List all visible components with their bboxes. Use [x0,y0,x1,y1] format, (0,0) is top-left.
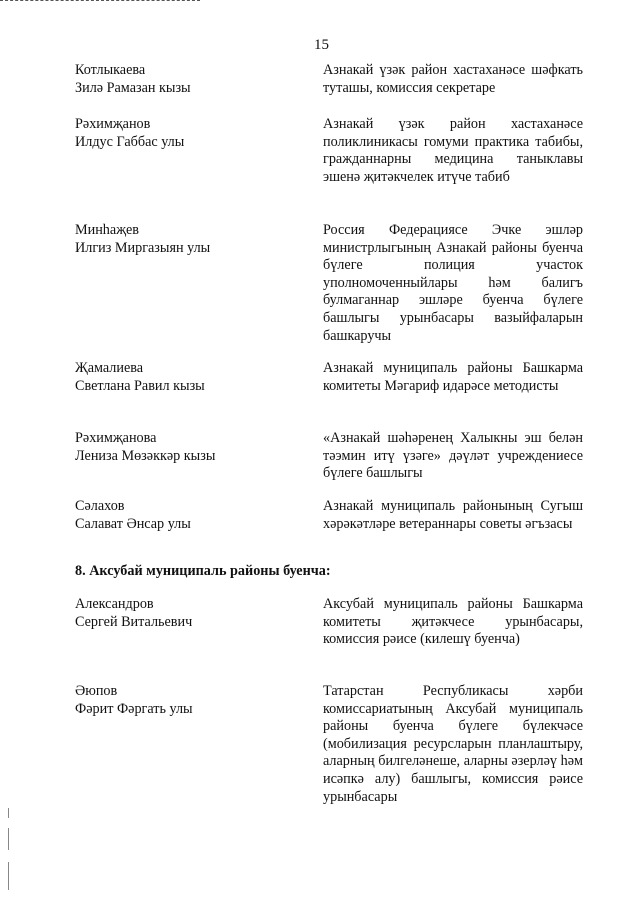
member-name [75,430,305,465]
member-position: «Азнакай шәһәренең Халыкны эш белән тәэмин итү үзәге» дәүләт учреждениесе бүлеге башлыгы [323,430,583,482]
member-surname: Рәхимҗанова [75,430,157,446]
member-given-name: Салават Әнсар улы [75,515,191,532]
member-position: Аксубай муниципаль районы Башкарма комитеты җитәкчесе урынбасары, комиссия рәисе (килешү буенча) [323,596,583,648]
page-number: 15 [314,37,329,53]
member-position: Азнакай үзәк район хастаханәсе шәфкать туташы, комиссия секретаре [323,62,583,96]
member-given-name: Илдус Габбас улы [75,133,185,150]
member-name [75,498,305,533]
member-name [75,596,305,631]
member-surname: Минһаҗев [75,222,139,238]
member-surname: Җамалиева [75,360,144,376]
member-position: Азнакай муниципаль районы Башкарма комитеты Мәгариф идарәсе методисты [323,360,583,394]
member-given-name: Фәрит Фәргать улы [75,700,193,717]
margin-mark [8,808,9,818]
member-given-name: Лениза Мөзәккәр кызы [75,447,216,464]
member-surname: Котлыкаева [75,62,146,78]
scan-edge-line [0,0,200,1]
section-heading: 8. Аксубай муниципаль районы буенча: [75,563,331,579]
member-surname: Әюпов [75,683,118,699]
member-name [75,360,305,395]
member-position: Азнакай муниципаль районының Сугыш хәрәкәтләре ветераннары советы әгъзасы [323,498,583,532]
member-given-name: Илгиз Миргазыян улы [75,239,211,256]
member-given-name: Светлана Равил кызы [75,377,205,394]
member-surname: Рәхимҗанов [75,116,151,132]
member-name [75,62,305,97]
member-surname: Сәлахов [75,498,125,514]
member-given-name: Зилә Рамазан кызы [75,79,191,96]
member-position: Татарстан Республикасы хәрби комиссариатының Аксубай муниципаль районы буенча бүлеге бүлекчәсе (мобилизация ресурсларын планлаштыру, аларның билгеләнеше, аларны әзерләү һәм исәпкә алу) башлыгы, комиссия рәисе урынбасары [323,683,583,805]
member-position: Азнакай үзәк район хастаханәсе поликлиникасы гомуми практика табибы, гражданнарны медицина таныклавы эшенә җитәкчелек итүче табиб [323,116,583,185]
member-name [75,683,305,718]
margin-mark [8,862,9,890]
member-surname: Александров [75,596,154,612]
margin-mark [8,828,9,850]
member-name [75,222,305,257]
member-position: Россия Федерациясе Эчке эшләр министрлыгының Азнакай районы буенча бүлеге полиция участок уполномоченныйлары һәм балигъ булмаганнар эшләре буенча бүлеге башлыгы урынбасары вазыйфаларын башкаручы [323,222,583,344]
member-given-name: Сергей Витальевич [75,613,193,630]
member-name [75,116,305,151]
